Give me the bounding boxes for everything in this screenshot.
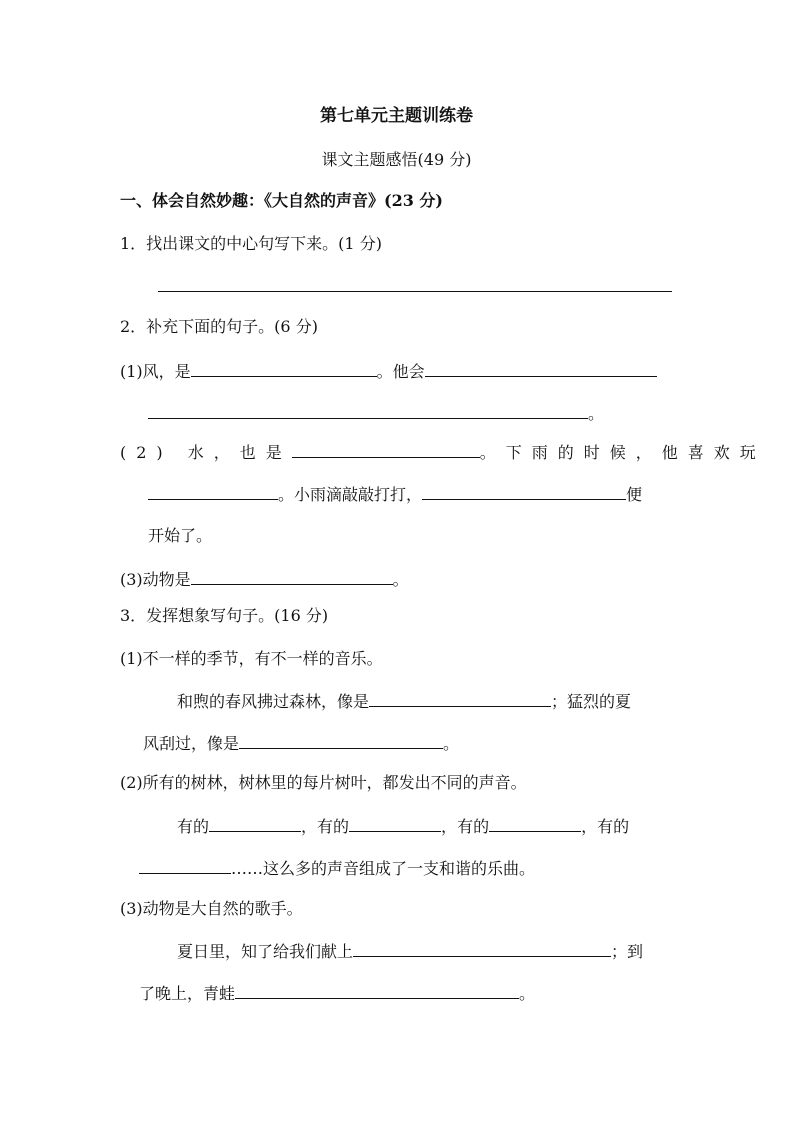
q3-sentence-3 xyxy=(177,938,643,964)
q2-blank-1[interactable] xyxy=(191,358,377,377)
q2-item-2-text-a: (2) 水，也是 xyxy=(120,443,292,462)
question-3-label: 3．发挥想象写句子。(16 分) xyxy=(120,606,329,625)
q2-item-1-cont xyxy=(148,400,604,426)
q3-s1-text-a: 和煦的春风拂过森林，像是 xyxy=(177,692,370,711)
q2-item-3-text-a: (3)动物是 xyxy=(120,570,191,589)
q2-blank-6[interactable] xyxy=(422,481,626,500)
q3-sentence-3-cont xyxy=(139,980,535,1006)
page-subtitle: 课文主题感悟(49 分) xyxy=(321,150,472,169)
question-1-label: 1．找出课文的中心句写下来。(1 分) xyxy=(120,234,382,253)
q3-prompt-1: (1)不一样的季节，有不一样的音乐。 xyxy=(120,649,383,668)
q3-blank-7[interactable] xyxy=(353,938,611,957)
q2-blank-7[interactable] xyxy=(191,566,393,585)
q3-sentence-1 xyxy=(177,688,631,714)
section-heading: 一、体会自然妙趣：《大自然的声音》(23 分) xyxy=(120,191,443,210)
q3-s3-end: 。 xyxy=(519,984,536,1003)
q3-s2-tail: ……这么多的声音组成了一支和谐的乐曲。 xyxy=(231,859,536,878)
q3-s1-text-c: 风刮过，像是 xyxy=(143,734,240,753)
question-2-label: 2．补充下面的句子。(6 分) xyxy=(120,317,318,336)
q3-s1-end: 。 xyxy=(443,734,460,753)
q2-item-2-end: 开始了。 xyxy=(148,526,213,545)
page-title: 第七单元主题训练卷 xyxy=(320,106,473,126)
q3-blank-8[interactable] xyxy=(235,980,519,999)
q2-item-3 xyxy=(120,566,409,592)
q3-s2-sep-2: ， xyxy=(441,817,458,836)
q2-item-1-text-b: 。他会 xyxy=(376,362,425,381)
q2-blank-5[interactable] xyxy=(148,481,278,500)
q3-s2-sep-3: ， xyxy=(581,817,598,836)
q3-blank-4[interactable] xyxy=(349,813,441,832)
q3-prompt-2: (2)所有的树林，树林里的每片树叶，都发出不同的声音。 xyxy=(120,773,527,792)
q2-item-2-text-d: 便 xyxy=(626,485,643,504)
q3-sentence-1-cont xyxy=(143,730,459,756)
q2-item-2-cont xyxy=(148,481,642,507)
answer-line-q1[interactable] xyxy=(158,291,672,292)
q3-blank-3[interactable] xyxy=(209,813,301,832)
q3-s1-text-b: ；猛烈的夏 xyxy=(551,692,632,711)
q3-blank-6[interactable] xyxy=(139,855,231,874)
q3-sentence-2-cont xyxy=(139,855,535,881)
q3-s3-text-b: ；到 xyxy=(611,942,644,961)
q2-item-1-end: 。 xyxy=(588,404,605,423)
q2-item-3-end: 。 xyxy=(392,570,409,589)
q3-s2-word-3: 有的 xyxy=(457,817,490,836)
q3-s3-text-a: 夏日里，知了给我们献上 xyxy=(177,942,354,961)
q2-item-1 xyxy=(120,358,657,384)
q3-prompt-3: (3)动物是大自然的歌手。 xyxy=(120,899,303,918)
q3-s3-text-c: 了晚上，青蛙 xyxy=(139,984,236,1003)
q3-s2-sep-1: ， xyxy=(301,817,318,836)
q2-blank-4[interactable] xyxy=(292,439,480,458)
q2-item-2-text-c: 。小雨滴敲敲打打， xyxy=(278,485,423,504)
q3-blank-5[interactable] xyxy=(489,813,581,832)
q2-item-2 xyxy=(120,439,766,465)
q2-item-2-text-b: 。下雨的时候，他喜欢玩 xyxy=(479,443,766,462)
q2-item-1-text-a: (1)风，是 xyxy=(120,362,191,381)
q3-blank-2[interactable] xyxy=(239,730,443,749)
q3-blank-1[interactable] xyxy=(369,688,551,707)
q3-sentence-2 xyxy=(177,813,629,839)
q3-s2-word-2: 有的 xyxy=(317,817,350,836)
q2-blank-2[interactable] xyxy=(425,358,657,377)
q3-s2-word-1: 有的 xyxy=(177,817,210,836)
q3-s2-word-4: 有的 xyxy=(597,817,630,836)
q2-blank-3[interactable] xyxy=(148,400,588,419)
